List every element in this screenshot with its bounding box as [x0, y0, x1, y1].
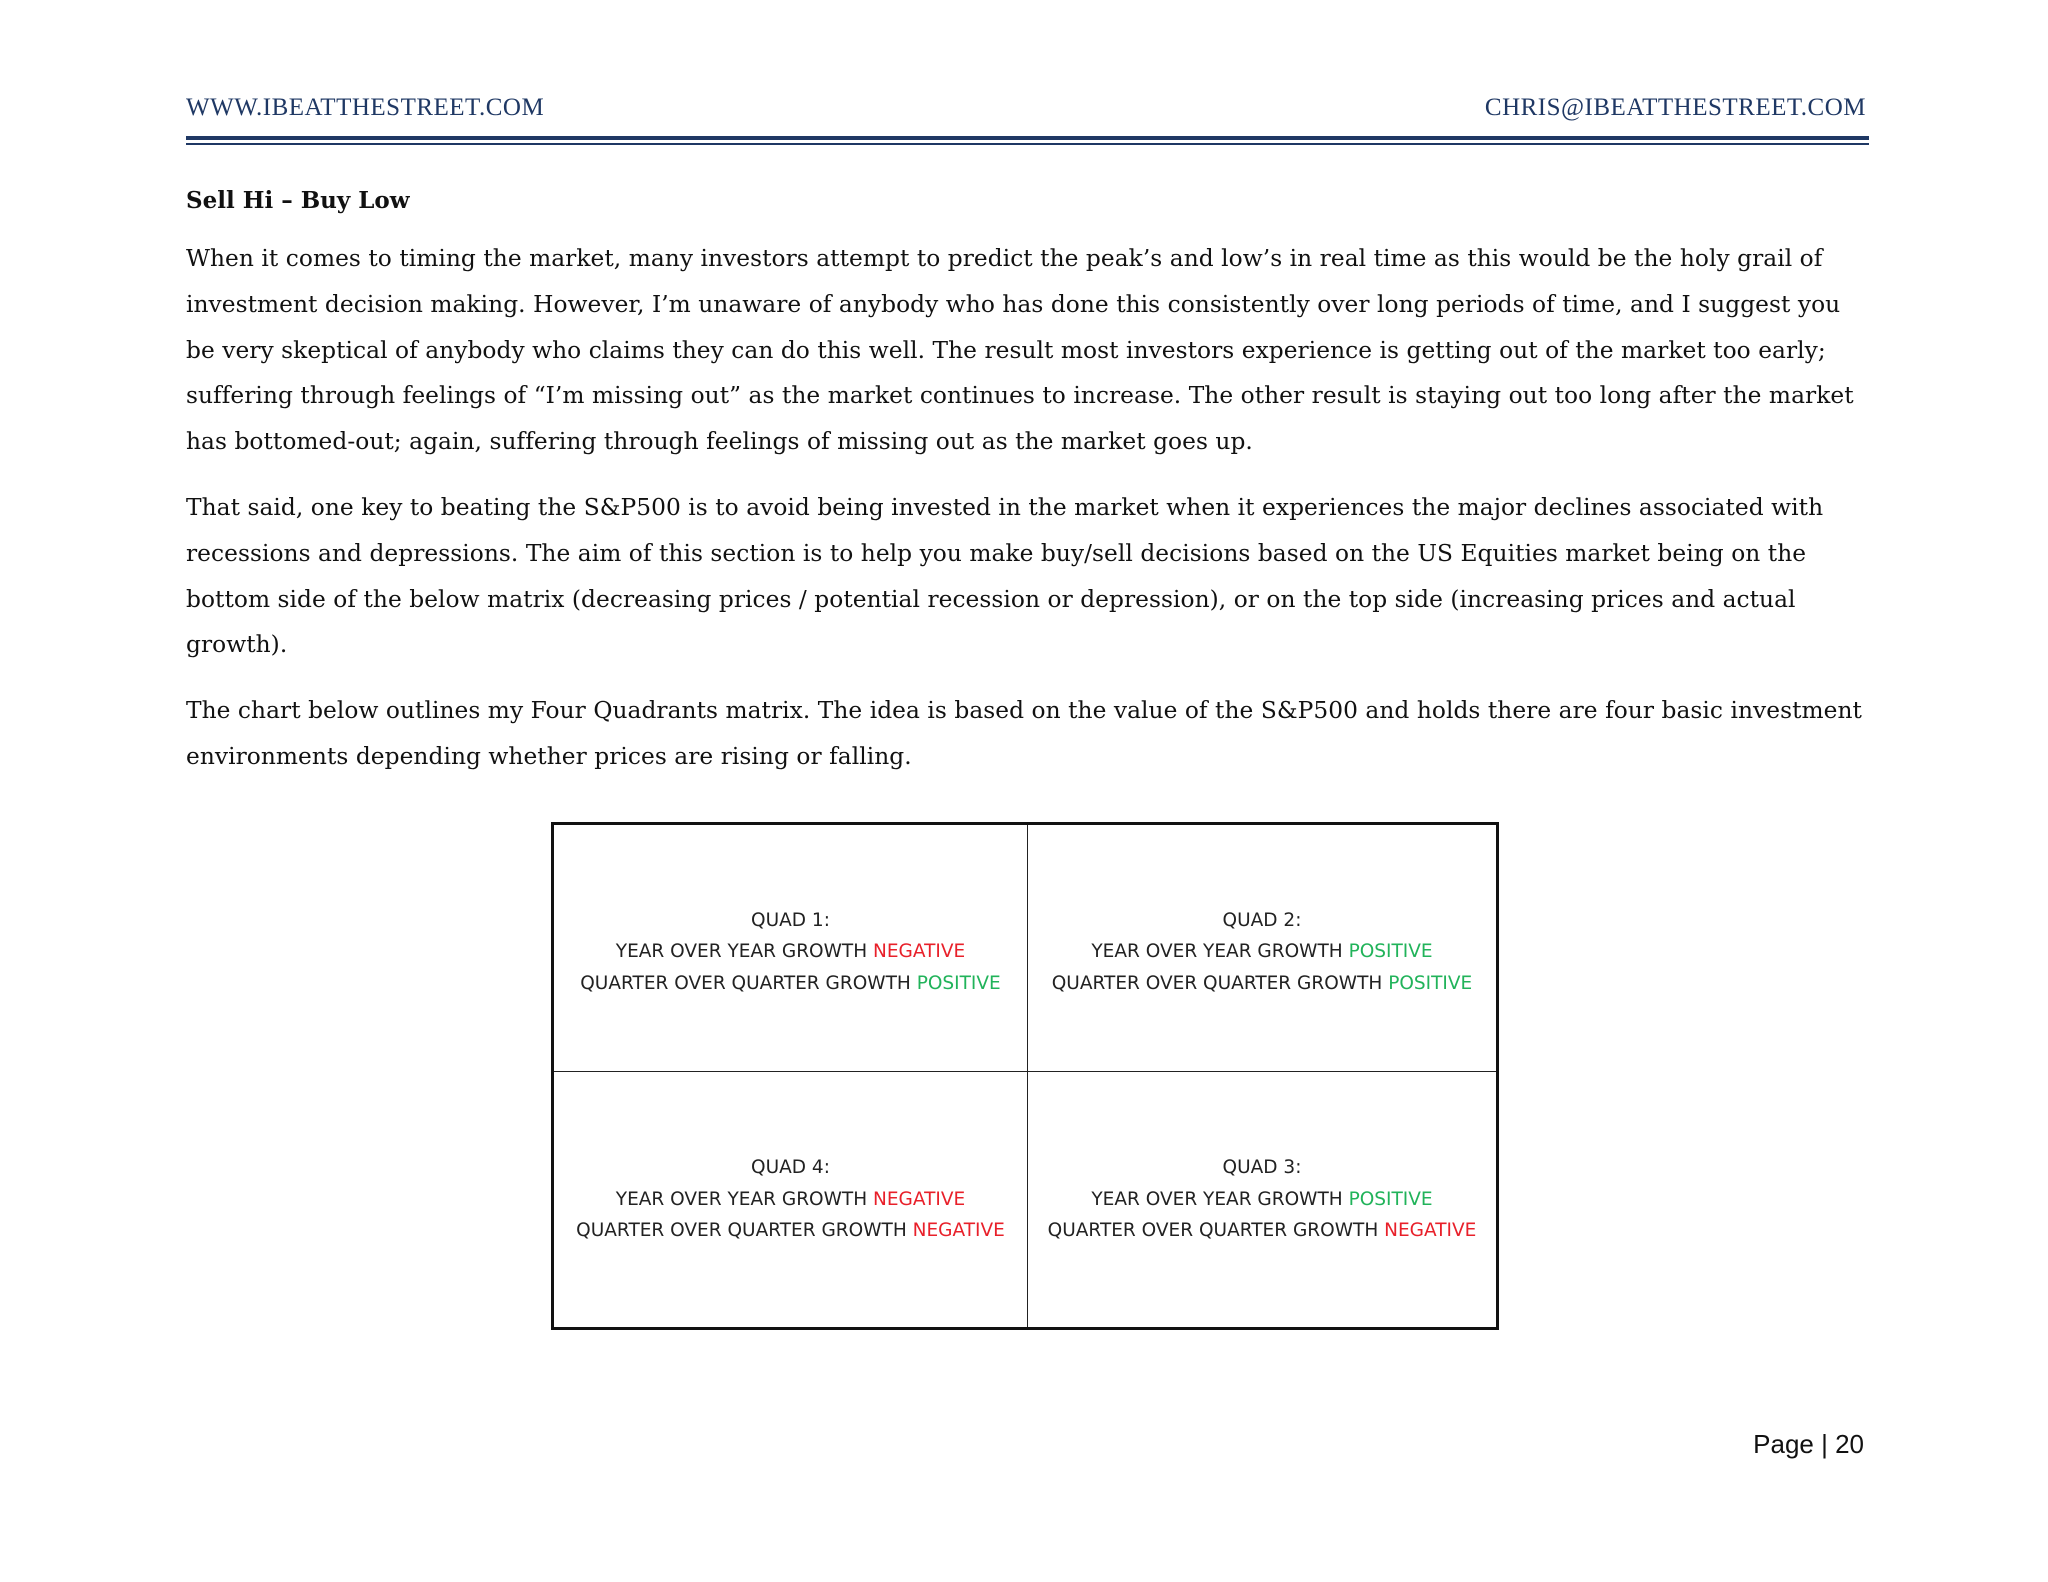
- quad-2: [1028, 825, 1496, 1072]
- qoq-value: POSITIVE: [916, 972, 1001, 994]
- yoy-value: POSITIVE: [1348, 1188, 1433, 1210]
- page-number: Page | 20: [1753, 1429, 1864, 1459]
- qoq-label: QUARTER OVER QUARTER GROWTH: [1047, 1220, 1379, 1242]
- paragraph-1: When it comes to timing the market, many investors attempt to predict the peak’s and low’s in real time as this would be the holy grail of investment decision making. However, I’m unaware of anybody who has done this consistently over long periods of time, and I suggest you be very skeptical of anybody who claims they can do this well. The result most investors experience is getting out of the market too early; suffering through feelings of “I’m missing out” as the market continues to increase. The other result is staying out too long after the market has bottomed-out; again, suffering through feelings of missing out as the market goes up.: [186, 245, 1854, 456]
- section-heading: Sell Hi – Buy Low: [186, 187, 410, 214]
- qoq-line: [576, 1215, 1005, 1247]
- paragraph-3: The chart below outlines my Four Quadrants matrix. The idea is based on the value of the S&P500 and holds there are four basic investment environments depending whether prices are rising or falling.: [186, 697, 1862, 770]
- yoy-label: YEAR OVER YEAR GROWTH: [615, 941, 868, 963]
- quad-3: [1028, 1072, 1496, 1327]
- qoq-label: QUARTER OVER QUARTER GROWTH: [580, 972, 911, 994]
- paragraph-2: That said, one key to beating the S&P500 is to avoid being invested in the market when it experiences the major declines associated with recessions and depressions. The aim of this section is to help you make buy/sell decisions based on the US Equities market being on the bottom side of the below matrix (decreasing prices / potential recession or depression), or on the top side (increasing prices and actual growth).: [186, 493, 1824, 659]
- qoq-value: NEGATIVE: [912, 1220, 1005, 1242]
- yoy-label: YEAR OVER YEAR GROWTH: [1091, 941, 1343, 963]
- yoy-label: YEAR OVER YEAR GROWTH: [1091, 1188, 1343, 1210]
- qoq-value: POSITIVE: [1388, 972, 1473, 994]
- email-link[interactable]: CHRIS@IBEATTHESTREET.COM: [1484, 94, 1866, 121]
- yoy-line: [616, 1184, 965, 1216]
- quad-4: [554, 1072, 1028, 1327]
- qoq-line: [1052, 968, 1472, 1000]
- yoy-line: [616, 936, 965, 968]
- four-quadrants-matrix: [551, 822, 1499, 1330]
- qoq-line: [580, 968, 1000, 1000]
- yoy-value: NEGATIVE: [873, 941, 966, 963]
- quad-title: QUAD 1:: [751, 909, 830, 931]
- qoq-label: QUARTER OVER QUARTER GROWTH: [1051, 972, 1383, 994]
- yoy-value: NEGATIVE: [873, 1188, 966, 1210]
- header-rule-thick: [186, 136, 1869, 140]
- page-header: [186, 94, 1866, 122]
- yoy-line: [1091, 936, 1432, 968]
- yoy-value: POSITIVE: [1348, 941, 1433, 963]
- qoq-label: QUARTER OVER QUARTER GROWTH: [576, 1220, 907, 1242]
- quad-1: [554, 825, 1028, 1072]
- main-content: [186, 186, 1868, 800]
- qoq-line: [1048, 1215, 1477, 1247]
- quad-title: QUAD 4:: [751, 1157, 830, 1179]
- quad-title: QUAD 2:: [1222, 909, 1302, 931]
- quad-title: QUAD 3:: [1222, 1157, 1302, 1179]
- header-rule-thin: [186, 143, 1869, 145]
- yoy-label: YEAR OVER YEAR GROWTH: [615, 1188, 868, 1210]
- qoq-value: NEGATIVE: [1384, 1220, 1477, 1242]
- website-link[interactable]: WWW.IBEATTHESTREET.COM: [186, 94, 545, 121]
- yoy-line: [1091, 1184, 1432, 1216]
